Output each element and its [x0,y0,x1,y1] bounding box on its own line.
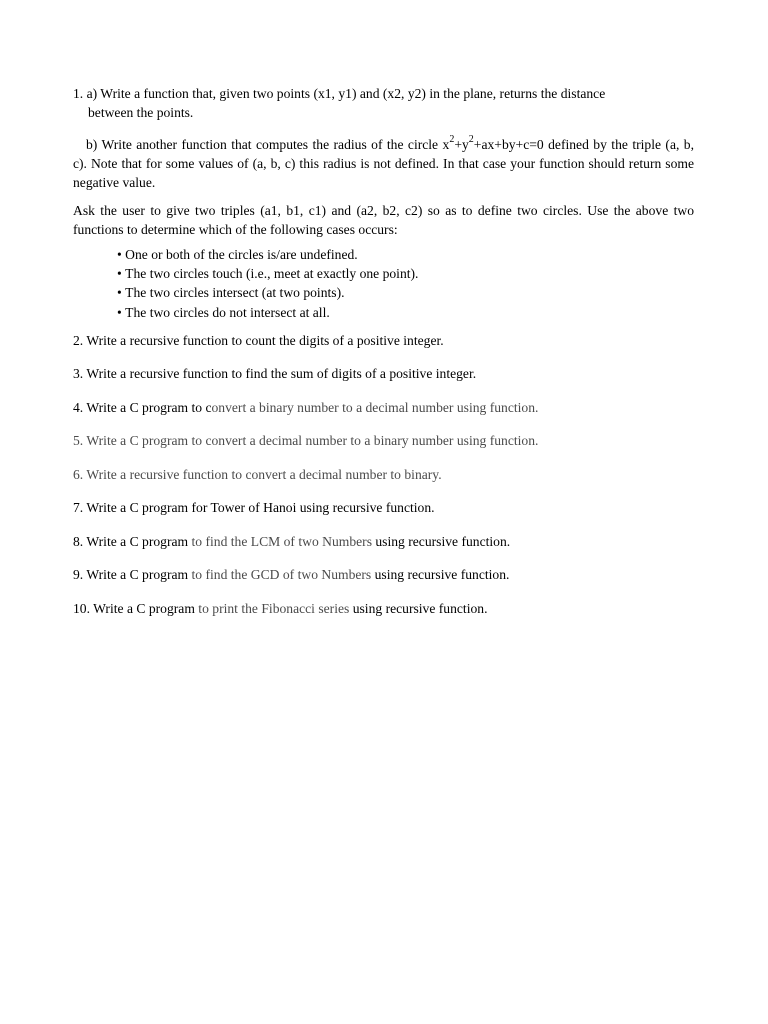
list-item: • The two circles touch (i.e., meet at exactly one point). [117,264,694,283]
question-9-text: 9. Write a C program [73,567,189,583]
superscript: 2 [449,134,455,146]
question-10-text: 10. Write a C program [73,600,195,616]
question-9 [73,565,694,584]
question-10-text: using recursive function. [349,600,488,616]
question-8-text: 8. Write a C program [73,533,189,549]
question-10 [73,599,694,618]
question-1a [73,84,694,122]
question-6: 6. Write a recursive function to convert a decimal number to binary. [73,466,442,482]
question-7: 7. Write a C program for Tower of Hanoi using recursive function. [73,500,435,516]
question-9-text-gray: to find the GCD of two Numbers [188,567,372,583]
question-4-text-gray: onvert a binary number to a decimal number using function. [211,399,539,415]
question-8-text: using recursive function. [371,533,511,549]
question-1b-text: b) Write another function that computes the radius of the circle x [86,137,450,152]
question-1a-line1: 1. a) Write a function that, given two points (x1, y1) and (x2, y2) in the plane, returns the distance [73,86,606,101]
question-8 [73,532,694,551]
superscript: 2 [468,134,474,146]
exercise-list [73,84,694,618]
question-3: 3. Write a recursive function to find the sum of digits of a positive integer. [73,366,477,382]
question-10-text-gray: to print the Fibonacci series [194,600,350,616]
list-item: • The two circles intersect (at two points). [117,283,694,302]
list-item: • The two circles do not intersect at all. [117,303,694,322]
question-1-ask: Ask the user to give two triples (a1, b1, c1) and (a2, b2, c2) so as to define two circles. Use the above two functions to determine which of the following cases occurs: [73,203,694,237]
question-1b-text: +ax+by+c=0 defined by the triple (a, b, c). Note that for some values of (a, b, c) this radius is not defined. In that case your function should return some negative value. [73,137,694,190]
question-4-text: 4. Write a C program to c [73,399,212,415]
question-8-text-gray: to find the LCM of two Numbers [188,533,372,549]
question-4 [73,398,694,417]
question-1b-text: +y [454,137,469,152]
question-9-text: using recursive function. [371,567,510,583]
list-item: • One or both of the circles is/are undefined. [117,245,694,264]
question-1a-line2: between the points. [88,105,194,120]
question-5: 5. Write a C program to convert a decimal number to a binary number using function. [73,433,539,449]
question-2: 2. Write a recursive function to count the digits of a positive integer. [73,332,444,348]
case-list [117,245,694,322]
question-1b [73,135,694,192]
